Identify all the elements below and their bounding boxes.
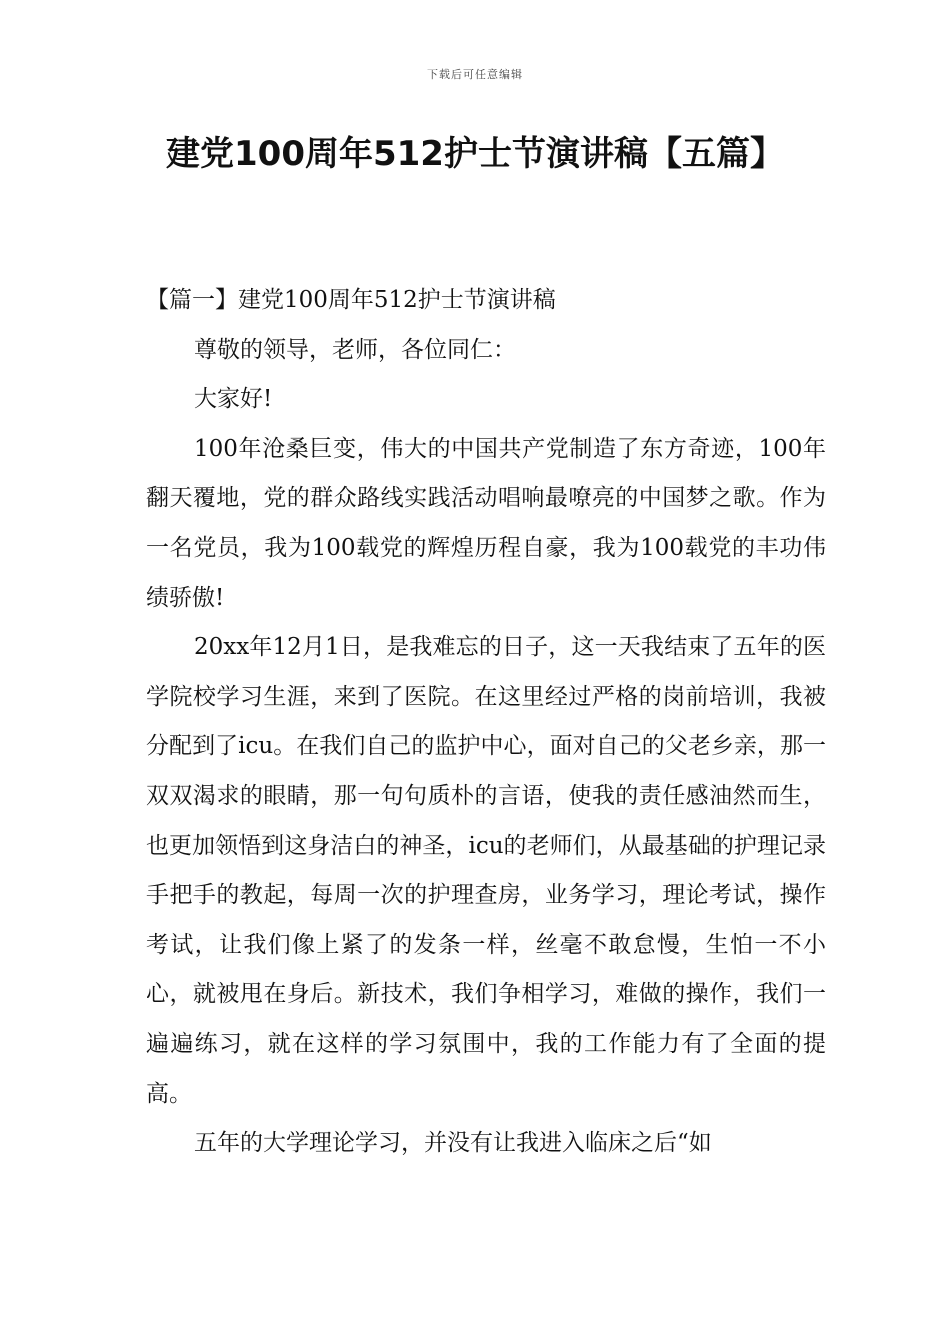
paragraph: 20xx年12月1日，是我难忘的日子，这一天我结束了五年的医学院校学习生涯，来到了医院。在这里经过严格的岗前培训，我被分配到了icu。在我们自己的监护中心，面对自己的父老乡亲，那一双双渴求的眼睛，那一句句质朴的言语，使我的责任感油然而生，也更加领悟到这身洁白的神圣，icu的老师们，从最基础的护理记录手把手的教起，每周一次的护理查房，业务学习，理论考试，操作考试，让我们像上紧了的发条一样，丝毫不敢怠慢，生怕一不小心，就被甩在身后。新技术，我们争相学习，难做的操作，我们一遍遍练习，就在这样的学习氛围中，我的工作能力有了全面的提高。 xyxy=(146,634,826,1107)
header-note: 下载后可任意编辑 xyxy=(427,68,523,81)
salutation: 尊敬的领导，老师，各位同仁： xyxy=(194,336,516,363)
paragraph: 五年的大学理论学习，并没有让我进入临床之后“如 xyxy=(194,1130,712,1157)
greeting: 大家好! xyxy=(194,386,273,413)
paragraph: 100年沧桑巨变，伟大的中国共产党制造了东方奇迹，100年翻天覆地，党的群众路线实践活动唱响最嘹亮的中国梦之歌。作为一名党员，我为100载党的辉煌历程自豪，我为100载党的丰功伟绩骄傲! xyxy=(146,435,826,611)
document-title: 建党100周年512护士节演讲稿【五篇】 xyxy=(166,134,784,174)
document-body xyxy=(146,276,826,1169)
section-heading: 【篇一】建党100周年512护士节演讲稿 xyxy=(146,287,556,313)
